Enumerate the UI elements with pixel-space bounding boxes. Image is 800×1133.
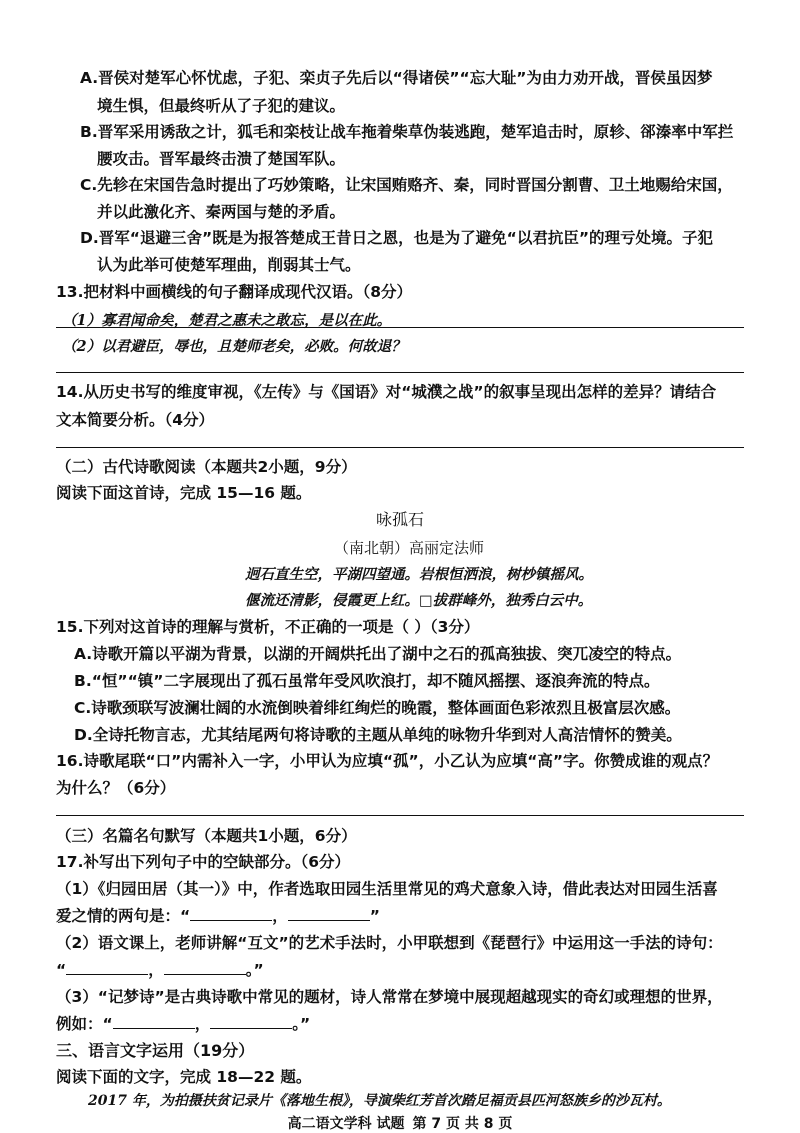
q17-s3-line1: （3）“记梦诗”是古典诗歌中常见的题材，诗人常常在梦境中展现超越现实的奇幻或理想的世界， xyxy=(56,988,723,1006)
footer-subject: 高二语文学科 试题 xyxy=(287,1116,405,1132)
q13-sentence-2: （2）以君避臣，辱也，且楚师老矣，必败。何故退？ xyxy=(62,338,406,355)
closing-quote: 。” xyxy=(245,961,264,979)
poem-author: （南北朝）高丽定法师 xyxy=(334,539,485,557)
q15-stem: 15.下列对这首诗的理解与赏析，不正确的一项是（ ）（3分） xyxy=(56,618,480,636)
page-footer xyxy=(0,1113,800,1133)
fill-blank[interactable] xyxy=(210,1013,292,1029)
part3-heading: 三、语言文字运用（19分） xyxy=(56,1041,255,1060)
answer-line xyxy=(56,815,744,816)
footer-page: 第 7 页 共 8 页 xyxy=(412,1116,513,1132)
q17-s1-line1: （1）《归园田居（其一）》中，作者选取田园生活里常见的鸡犬意象入诗，借此表达对田园生活喜 xyxy=(56,880,718,898)
fill-blank[interactable] xyxy=(164,959,246,975)
q16-line2: 为什么？（6分） xyxy=(56,779,176,797)
fill-blank[interactable] xyxy=(66,959,148,975)
option-d-line1: D.晋军“退避三舍”既是为报答楚成王昔日之恩，也是为了避免“以君抗臣”的理亏处境。子犯 xyxy=(80,229,714,247)
part3-instruction: 阅读下面的文字，完成 18—22 题。 xyxy=(56,1068,312,1086)
comma: ， xyxy=(194,1015,211,1033)
q15-option-d: D.全诗托物言志，尤其结尾两句将诗歌的主题从单纯的咏物升华到对人高洁情怀的赞美。 xyxy=(74,726,682,744)
answer-line xyxy=(56,447,744,448)
option-a-line2: 境生惧，但最终听从了子犯的建议。 xyxy=(97,97,346,115)
option-c-line1: C.先轸在宋国告急时提出了巧妙策略，让宋国贿赂齐、秦，同时晋国分割曹、卫土地赐给宋国， xyxy=(80,176,733,194)
q17-s2-line2 xyxy=(56,959,264,981)
answer-line xyxy=(56,327,744,328)
comma: ， xyxy=(272,907,288,925)
section3-heading: （三）名篇名句默写（本题共1小题，6分） xyxy=(56,827,357,845)
q16-line1: 16.诗歌尾联“口”内需补入一字，小甲认为应填“孤”，小乙认为应填“高”字。你赞成谁的观点？ xyxy=(56,752,719,770)
q15-option-b: B.“恒”“镇”二字展现出了孤石虽常年受风吹浪打，却不随风摇摆、逐浪奔流的特点。 xyxy=(74,672,660,690)
poem-line-2: 偃流还清影，侵霞更上红。□拔群峰外，独秀白云中。 xyxy=(245,592,593,609)
option-d-line2: 认为此举可使楚军理曲，削弱其士气。 xyxy=(97,256,361,274)
q17-s2-line1: （2）语文课上，老师讲解“互文”的艺术手法时，小甲联想到《琵琶行》中运用这一手法的诗句： xyxy=(56,934,723,952)
closing-quote: ” xyxy=(369,907,380,925)
q15-option-a: A.诗歌开篇以平湖为背景，以湖的开阔烘托出了湖中之石的孤高独拔、突兀凌空的特点。 xyxy=(74,645,682,663)
q17-s1-line2 xyxy=(56,905,380,927)
option-b-line2: 腰攻击。晋军最终击溃了楚国军队。 xyxy=(97,150,346,168)
q17-s3-line2 xyxy=(56,1013,310,1035)
q14-line1: 14.从历史书写的维度审视，《左传》与《国语》对“城濮之战”的叙事呈现出怎样的差异？请结合 xyxy=(56,383,717,401)
answer-line xyxy=(56,372,744,373)
option-c-line2: 并以此激化齐、秦两国与楚的矛盾。 xyxy=(97,203,346,221)
poem-line-1: 迥石直生空，平湖四望通。岩根恒洒浪，树杪镇摇风。 xyxy=(245,566,593,583)
comma: ， xyxy=(148,961,164,979)
passage-first-line: 2017 年，为拍摄扶贫记录片《落地生根》，导演柴红芳首次踏足福贡县匹河怒族乡的沙瓦村。 xyxy=(88,1093,671,1109)
q17-s1-prefix: 爱之情的两句是：“ xyxy=(56,907,191,925)
q13-sentence-1: （1）寡君闻命矣，楚君之惠未之敢忘，是以在此。 xyxy=(62,312,392,329)
closing-quote: 。” xyxy=(292,1015,311,1033)
fill-blank[interactable] xyxy=(190,905,272,921)
fill-blank[interactable] xyxy=(113,1013,195,1029)
q13-stem: 13.把材料中画横线的句子翻译成现代汉语。（8分） xyxy=(56,283,412,301)
section2-heading: （二）古代诗歌阅读（本题共2小题，9分） xyxy=(56,458,357,476)
option-b-line1: B.晋军采用诱敌之计，狐毛和栾枝让战车拖着柴草伪装逃跑，楚军追击时，原轸、郤溱率中军拦 xyxy=(80,123,734,141)
open-quote: “ xyxy=(56,961,67,979)
q15-option-c: C.诗歌颈联写波澜壮阔的水流倒映着绯红绚烂的晚霞，整体画面色彩浓烈且极富层次感。 xyxy=(74,699,681,717)
q17-stem: 17.补写出下列句子中的空缺部分。（6分） xyxy=(56,853,350,871)
fill-blank[interactable] xyxy=(288,905,370,921)
q17-s3-prefix: 例如：“ xyxy=(56,1015,113,1033)
option-a-line1: A.晋侯对楚军心怀忧虑，子犯、栾贞子先后以“得诸侯”“忘大耻”为由力劝开战，晋侯虽因梦 xyxy=(80,69,713,87)
poem-title: 咏孤石 xyxy=(375,510,424,529)
q14-line2: 文本简要分析。（4分） xyxy=(56,411,215,429)
section2-instruction: 阅读下面这首诗，完成 15—16 题。 xyxy=(56,484,312,502)
